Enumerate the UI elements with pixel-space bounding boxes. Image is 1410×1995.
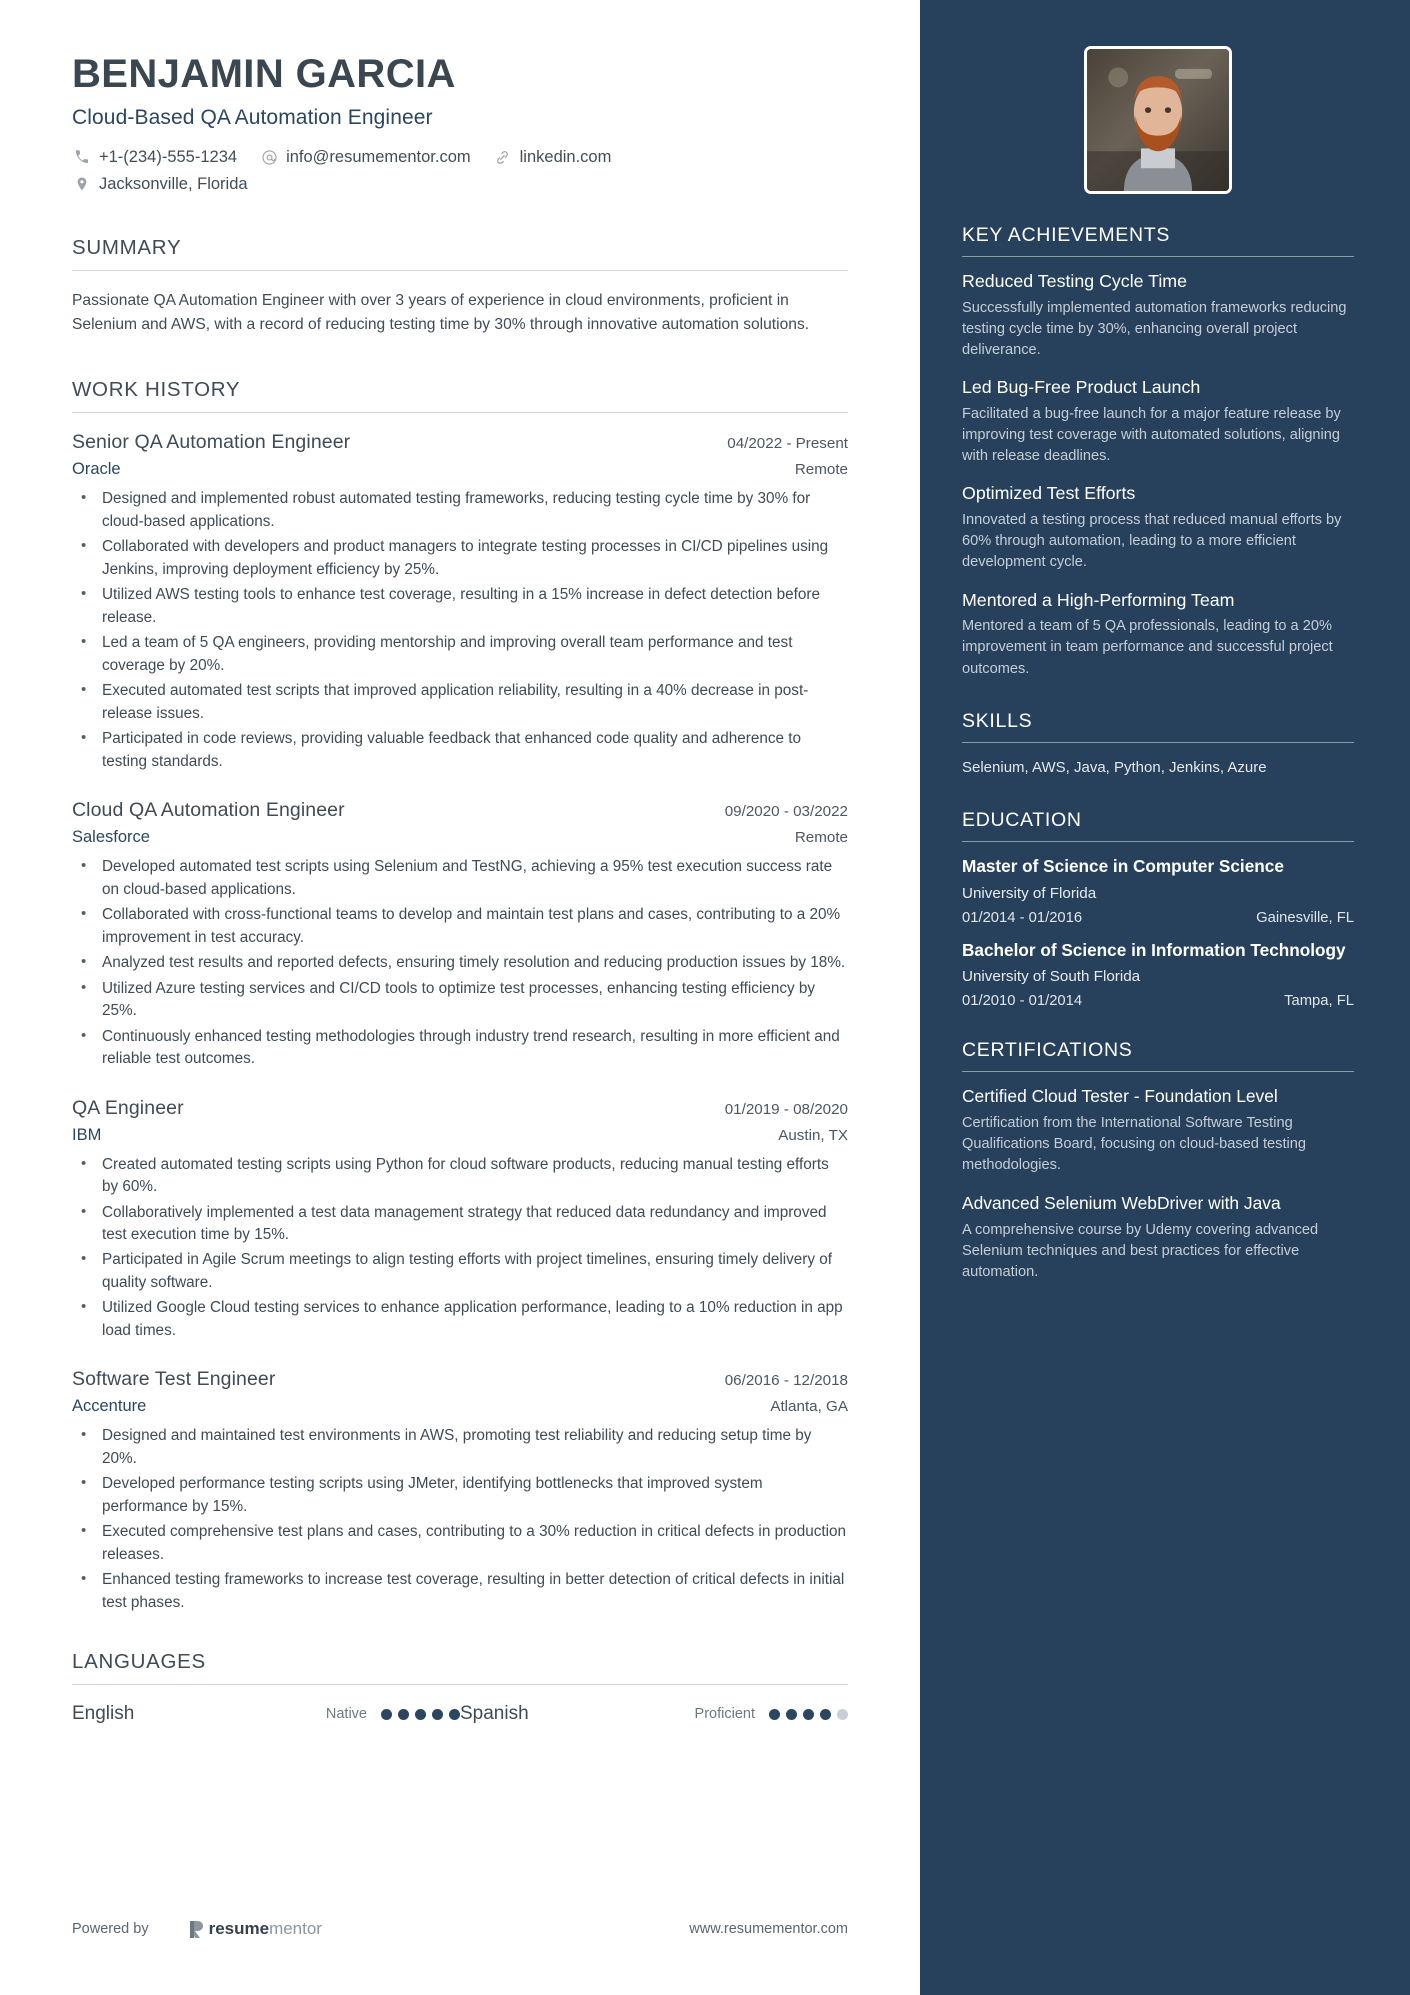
site-url[interactable]: www.resumementor.com [689, 1921, 848, 1937]
contact-location [72, 174, 248, 194]
language-item-spanish [460, 1703, 848, 1725]
job-bullets [72, 1154, 848, 1343]
job-bullet: • Collaboratively implemented a test data management strategy that reduced data redundancy and improved test execution time by 15%. [72, 1202, 848, 1247]
work-history-section [72, 378, 848, 1614]
skills-section [962, 710, 1354, 780]
achievement-item [962, 377, 1354, 467]
job-bullet: • Led a team of 5 QA engineers, providing mentorship and improving overall team performance and test coverage by 20%. [72, 632, 848, 677]
contact-line-primary [72, 147, 848, 167]
education-school: University of Florida [962, 884, 1097, 902]
job-bullet: • Executed comprehensive test plans and cases, contributing to a 30% reduction in critical defects in production releases. [72, 1521, 848, 1566]
job-bullet: • Participated in Agile Scrum meetings to align testing efforts with project timelines, ensuring timely delivery of quality software. [72, 1249, 848, 1294]
avatar-wrapper [962, 46, 1354, 194]
contact-linkedin[interactable] [493, 147, 612, 167]
summary-section-title: SUMMARY [72, 236, 182, 259]
summary-section [72, 236, 848, 336]
avatar-photo [1087, 49, 1229, 191]
job-header [72, 1368, 848, 1391]
language-item-english [72, 1703, 460, 1725]
job-bullet: • Analyzed test results and reported defects, ensuring timely resolution and reducing production issues by 18%. [72, 952, 848, 974]
job-location: Atlanta, GA [770, 1398, 848, 1416]
rating-dot-empty [837, 1709, 848, 1720]
language-rating-dots [381, 1709, 460, 1720]
contact-linkedin-text: linkedin.com [519, 147, 612, 166]
language-rating-dots [769, 1709, 848, 1720]
contact-email[interactable] [259, 147, 471, 167]
languages-row [72, 1703, 848, 1725]
education-divider [962, 841, 1354, 842]
education-dates: 01/2010 - 01/2014 [962, 993, 1083, 1010]
education-dates: 01/2014 - 01/2016 [962, 909, 1083, 926]
work-history-section-title: WORK HISTORY [72, 378, 241, 402]
contact-location-text: Jacksonville, Florida [99, 174, 248, 193]
education-meta [962, 993, 1354, 1009]
resumementor-logo[interactable] [189, 1919, 322, 1939]
education-item [962, 940, 1354, 1010]
certification-item [962, 1193, 1354, 1283]
work-history-entry [72, 431, 848, 773]
job-bullets [72, 488, 848, 773]
work-history-entry [72, 799, 848, 1070]
rating-dot-filled [415, 1709, 426, 1720]
brand-name-light: mentor [269, 1919, 322, 1938]
key-achievements-divider [962, 256, 1354, 257]
certifications-title: CERTIFICATIONS [962, 1039, 1133, 1062]
education-location: Gainesville, FL [1256, 909, 1354, 926]
job-bullet: • Continuously enhanced testing methodologies through industry trend research, resulting in more efficient and reliable test outcomes. [72, 1026, 848, 1071]
phone-icon [72, 147, 92, 167]
brand-name-bold: resume [208, 1919, 270, 1938]
location-pin-icon [72, 174, 92, 194]
achievement-item [962, 271, 1354, 361]
education-meta [962, 910, 1354, 926]
job-header [72, 799, 848, 822]
job-title: QA Engineer [72, 1096, 184, 1119]
language-name: English [72, 1703, 135, 1725]
work-history-divider [72, 412, 848, 413]
job-bullet: • Enhanced testing frameworks to increase test coverage, resulting in better detection of critical defects in initial test phases. [72, 1569, 848, 1614]
professional-headline: Cloud-Based QA Automation Engineer [72, 106, 433, 129]
job-company: Salesforce [72, 828, 150, 847]
job-header [72, 1097, 848, 1120]
job-title: Software Test Engineer [72, 1368, 276, 1391]
language-level: Proficient [694, 1706, 755, 1723]
education-title: EDUCATION [962, 809, 1082, 832]
job-bullet: • Developed automated test scripts using Selenium and TestNG, achieving a 95% test execution success rate on cloud-based applications. [72, 856, 848, 901]
skills-list: Selenium, AWS, Java, Python, Jenkins, Azure [962, 758, 1267, 776]
certifications-section [962, 1039, 1354, 1283]
achievement-title: Optimized Test Efforts [962, 483, 1136, 504]
job-subheader [72, 1126, 848, 1145]
rating-dot-filled [398, 1709, 409, 1720]
job-bullet: • Collaborated with cross-functional teams to develop and maintain test plans and cases, contributing to a 20% improvement in test accuracy. [72, 904, 848, 949]
job-company: Oracle [72, 460, 121, 479]
avatar [1084, 46, 1232, 194]
languages-divider [72, 1684, 848, 1685]
job-bullet: • Collaborated with developers and product managers to integrate testing processes in CI/CD pipelines using Jenkins, improving deployment efficiency by 25%. [72, 536, 848, 581]
job-bullet: • Utilized AWS testing tools to enhance test coverage, resulting in a 15% increase in defect detection before release. [72, 584, 848, 629]
job-bullet: • Utilized Azure testing services and CI/CD tools to optimize test processes, enhancing testing efficiency by 25%. [72, 978, 848, 1023]
achievement-description: Innovated a testing process that reduced manual efforts by 60% through automation, leading to a more efficient development cycle. [962, 512, 1342, 571]
achievement-item [962, 483, 1354, 573]
certification-title: Certified Cloud Tester - Foundation Level [962, 1086, 1278, 1107]
job-bullet: • Developed performance testing scripts using JMeter, identifying bottlenecks that improved system performance by 15%. [72, 1473, 848, 1518]
work-history-entry [72, 1368, 848, 1614]
job-dates: 01/2019 - 08/2020 [724, 1100, 848, 1118]
achievement-item [962, 590, 1354, 680]
contact-email-text: info@resumementor.com [286, 147, 471, 166]
job-location: Remote [794, 829, 848, 847]
job-bullet: • Designed and implemented robust automated testing frameworks, reducing testing cycle time by 30% for cloud-based applications. [72, 488, 848, 533]
rating-dot-filled [786, 1709, 797, 1720]
job-bullet: • Designed and maintained test environments in AWS, promoting test reliability and reducing setup time by 20%. [72, 1425, 848, 1470]
job-company: IBM [72, 1125, 102, 1144]
job-header [72, 431, 848, 454]
education-section [962, 809, 1354, 1009]
rating-dot-filled [432, 1709, 443, 1720]
work-history-entry [72, 1097, 848, 1343]
certification-description: A comprehensive course by Udemy covering advanced Selenium techniques and best practices for effective automation. [962, 1222, 1319, 1281]
summary-divider [72, 270, 848, 271]
key-achievements-title: KEY ACHIEVEMENTS [962, 224, 1171, 246]
job-bullets [72, 1425, 848, 1614]
job-location: Austin, TX [778, 1126, 848, 1144]
job-dates: 09/2020 - 03/2022 [724, 803, 848, 821]
resumementor-mark-icon [189, 1920, 204, 1939]
certifications-divider [962, 1071, 1354, 1072]
language-name: Spanish [460, 1703, 529, 1725]
certification-title: Advanced Selenium WebDriver with Java [962, 1193, 1281, 1214]
achievement-title: Reduced Testing Cycle Time [962, 271, 1188, 291]
job-title: Cloud QA Automation Engineer [72, 799, 345, 822]
rating-dot-filled [803, 1709, 814, 1720]
summary-text: Passionate QA Automation Engineer with over 3 years of experience in cloud environments, proficient in Selenium and AWS, with a record of reducing testing time by 30% through innovative automation solutions. [72, 292, 810, 333]
job-subheader [72, 460, 848, 479]
education-school: University of South Florida [962, 968, 1141, 986]
job-bullet: • Participated in code reviews, providing valuable feedback that enhanced code quality and adherence to testing standards. [72, 728, 848, 773]
key-achievements-section [962, 224, 1354, 680]
job-subheader [72, 828, 848, 847]
achievement-description: Successfully implemented automation frameworks reducing testing cycle time by 30%, enhancing overall project deliverance. [962, 299, 1347, 359]
job-location: Remote [794, 461, 848, 479]
contact-phone-text: +1-(234)-555-1234 [99, 147, 238, 166]
achievement-title: Led Bug-Free Product Launch [962, 377, 1201, 398]
contact-details [72, 147, 848, 194]
sidebar-column [920, 0, 1410, 1995]
skills-divider [962, 742, 1354, 743]
powered-by-block [72, 1919, 322, 1939]
rating-dot-filled [381, 1709, 392, 1720]
languages-section [72, 1650, 848, 1725]
achievement-description: Facilitated a bug-free launch for a major feature release by improving test coverage with automated solutions, aligning with release deadlines. [962, 405, 1341, 465]
job-bullet: • Executed automated test scripts that improved application reliability, resulting in a 40% decrease in post-release issues. [72, 680, 848, 725]
job-dates: 06/2016 - 12/2018 [724, 1372, 848, 1390]
rating-dot-filled [449, 1709, 460, 1720]
languages-section-title: LANGUAGES [72, 1650, 206, 1674]
education-degree: Master of Science in Computer Science [962, 856, 1284, 877]
education-degree: Bachelor of Science in Information Technology [962, 939, 1346, 960]
page-footer [72, 1919, 848, 1939]
job-bullet: • Utilized Google Cloud testing services to enhance application performance, leading to a 10% reduction in app load times. [72, 1297, 848, 1342]
certification-item [962, 1086, 1354, 1176]
job-title: Senior QA Automation Engineer [72, 431, 351, 454]
job-dates: 04/2022 - Present [727, 435, 848, 453]
rating-dot-filled [820, 1709, 831, 1720]
certification-description: Certification from the International Software Testing Qualifications Board, focusing on cloud-based testing methodologies. [962, 1114, 1306, 1174]
link-icon [493, 147, 513, 167]
skills-title: SKILLS [962, 709, 1033, 732]
job-subheader [72, 1397, 848, 1416]
email-icon [259, 147, 279, 167]
contact-phone[interactable] [72, 147, 237, 167]
education-location: Tampa, FL [1284, 993, 1354, 1010]
achievement-description: Mentored a team of 5 QA professionals, leading to a 20% improvement in team performance and successful project outcomes. [962, 618, 1333, 677]
contact-line-location [72, 174, 848, 194]
education-item [962, 856, 1354, 926]
page-title: BENJAMIN GARCIA [72, 52, 456, 96]
language-level: Native [325, 1706, 367, 1723]
powered-by-label: Powered by [72, 1921, 149, 1937]
job-bullet: • Created automated testing scripts using Python for cloud software products, reducing manual testing efforts by 60%. [72, 1154, 848, 1199]
rating-dot-filled [769, 1709, 780, 1720]
job-bullets [72, 856, 848, 1070]
achievement-title: Mentored a High-Performing Team [962, 589, 1235, 610]
job-company: Accenture [72, 1397, 147, 1416]
